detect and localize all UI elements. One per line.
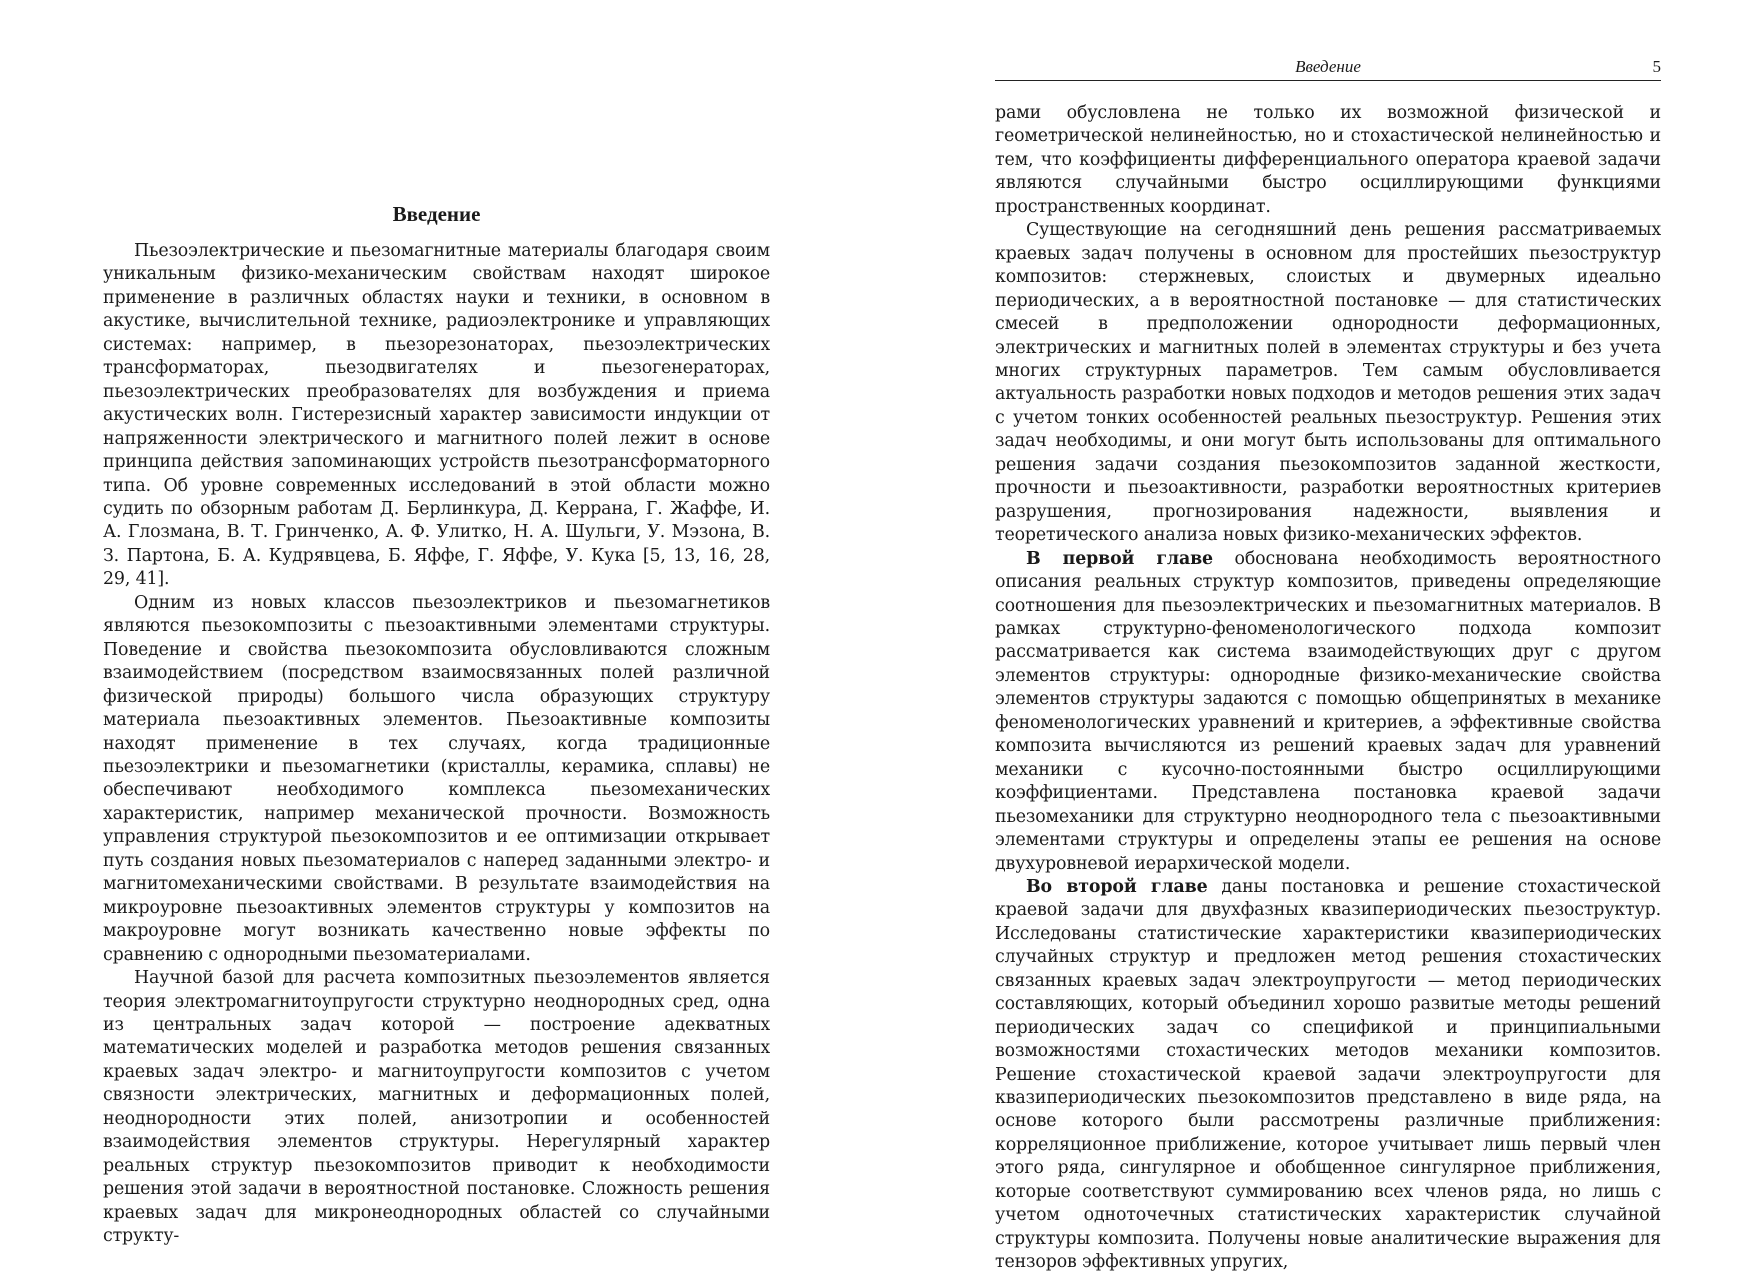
paragraph-scientific-basis: Научной базой для расчета композитных пьезоэлементов является теория электромагнитоупругости структурно неоднородных сред, одна из центральных задач которой — построение адекватных математических моделей и разработка методов решения связанных краевых задач электро- и магнитоупругости композитов с учетом связности электрических, магнитных и деформационных полей, неоднородности этих полей, анизотропии и особенностей взаимодействия элементов структуры. Нерегулярный характер реальных структур пьезокомпозитов приводит к необходимости решения этой задачи в вероятностной постановке. Сложность решения краевых задач для микронеоднородных областей со случайными структу- — [103, 968, 770, 1247]
paragraph-materials: Пьезоэлектрические и пьезомагнитные материалы благодаря своим уникальным физико-механическим свойствам находят широкое применение в различных областях науки и техники, в основном в акустике, вычислительной технике, радиоэлектронике и управляющих системах: например, в пьезорезонаторах, пьезоэлектрических трансформаторах, пьезодвигателях и пьезогенераторах, пьезоэлектрических преобразователях для возбуждения и приема акустических волн. Гистерезисный характер зависимости индукции от напряженности электрического и магнитного полей лежит в основе принципа действия запоминающих устройств пьезотрансформаторного типа. Об уровне современных исследований в этой области можно судить по обзорным работам Д. Берлинкура, Д. Керрана, Г. Жаффе, И. А. Глозмана, В. Т. Гринченко, А. Ф. Улитко, Н. А. Шульги, У. Мэзона, В. З. Партона, Б. А. Кудрявцева, Б. Яффе, Г. Яффе, У. Кука [5, 13, 16, 28, 29, 41]. — [103, 241, 770, 590]
chapter-1-lead: В первой главе — [1026, 548, 1213, 569]
paragraph-continuation: рами обусловлена не только их возможной физической и геометрической нелинейностью, но и стохастической нелинейностью и тем, что коэффициенты дифференциального оператора краевой задачи являются случайными быстро осциллирующими функциями пространственных координат. — [995, 103, 1661, 217]
paragraph-chapter-1 — [995, 548, 1661, 876]
chapter-2-lead: Во второй главе — [1026, 876, 1208, 897]
chapter-1-text: обоснована необходимость вероятностного описания реальных структур композитов, приведены определяющие соотношения для пьезоэлектрических и пьезомагнитных материалов. В рамках структурно-феноменологического подхода композит рассматривается как система взаимодействующих друг с другом элементов структуры: однородные физико-механические свойства элементов структуры задаются с помощью общепринятых в механике феноменологических уравнений и критериев, а эффективные свойства композита вычисляются из решений краевых задач для уравнений механики с кусочно-постоянными быстро осциллирующими коэффициентами. Представлена постановка краевой задачи пьезомеханики для структурно неоднородного тела с пьезоактивными элементами структуры и определены этапы ее решения на основе двухуровневой иерархической модели. — [995, 548, 1661, 874]
left-page-body — [103, 240, 770, 1248]
running-head-title: Введение — [1295, 57, 1361, 76]
chapter-2-text: даны постановка и решение стохастической краевой задачи для двухфазных квазипериодических пьезоструктур. Исследованы статистические характеристики квазипериодических случайных структур и предложен метод решения стохастических связанных краевых задач электроупругости — метод периодических составляющих, который объединил хорошо развитые методы решений периодических задач со спецификой и принципиальными возможностями стохастических методов механики композитов. Решение стохастической краевой задачи электроупругости для квазипериодических пьезокомпозитов представлено в виде ряда, на основе которого были рассмотрены различные приближения: корреляционное приближение, которое учитывает лишь первый член этого ряда, сингулярное и обобщенное сингулярное приближения, которые соответствуют суммированию всех членов ряда, но лишь с учетом одноточечных статистических характеристик случайной структуры композита. Получены новые аналитические выражения для тензоров эффективных упругих, — [995, 876, 1662, 1273]
page-number: 5 — [1652, 57, 1661, 76]
running-head — [995, 56, 1661, 81]
paragraph-chapter-2 — [995, 876, 1661, 1275]
paragraph-existing-solutions: Существующие на сегодняшний день решения рассматриваемых краевых задач получены в основном для простейших пьезоструктур композитов: стержневых, слоистых и двумерных идеально периодических, а в вероятностной постановке — для статистических смесей в предположении однородности деформационных, электрических и магнитных полей в элементах структуры и без учета многих структурных параметров. Тем самым обусловливается актуальность разработки новых подходов и методов решения этих задач с учетом тонких особенностей реальных пьезоструктур. Решения этих задач необходимы, и они могут быть использованы для оптимального решения задачи создания пьезокомпозитов заданной жесткости, прочности и пьезоактивности, разработки вероятностных критериев разрушения, прогнозирования надежности, выявления и теоретического анализа новых физико-механических эффектов. — [995, 220, 1661, 546]
paragraph-piezocomposites: Одним из новых классов пьезоэлектриков и пьезомагнетиков являются пьезокомпозиты с пьезоактивными элементами структуры. Поведение и свойства пьезокомпозита обусловливаются сложным взаимодействием (посредством взаимосвязанных полей различной физической природы) большого числа образующих структуру материала пьезоактивных элементов. Пьезоактивные композиты находят применение в тех случаях, когда традиционные пьезоэлектрики и пьезомагнетики (кристаллы, керамика, сплавы) не обеспечивают необходимого комплекса пьезомеханических характеристик, например механической прочности. Возможность управления структурой пьезокомпозитов и ее оптимизации открывает путь создания новых пьезоматериалов с наперед заданными электро- и магнитомеханическими свойствами. В результате взаимодействия на микроуровне пьезоактивных элементов структуры у композитов на макроуровне могут возникать качественно новые эффекты по сравнению с однородными пьезоматериалами. — [103, 592, 770, 965]
chapter-title: Введение — [392, 202, 481, 226]
right-page-body — [995, 102, 1661, 1275]
